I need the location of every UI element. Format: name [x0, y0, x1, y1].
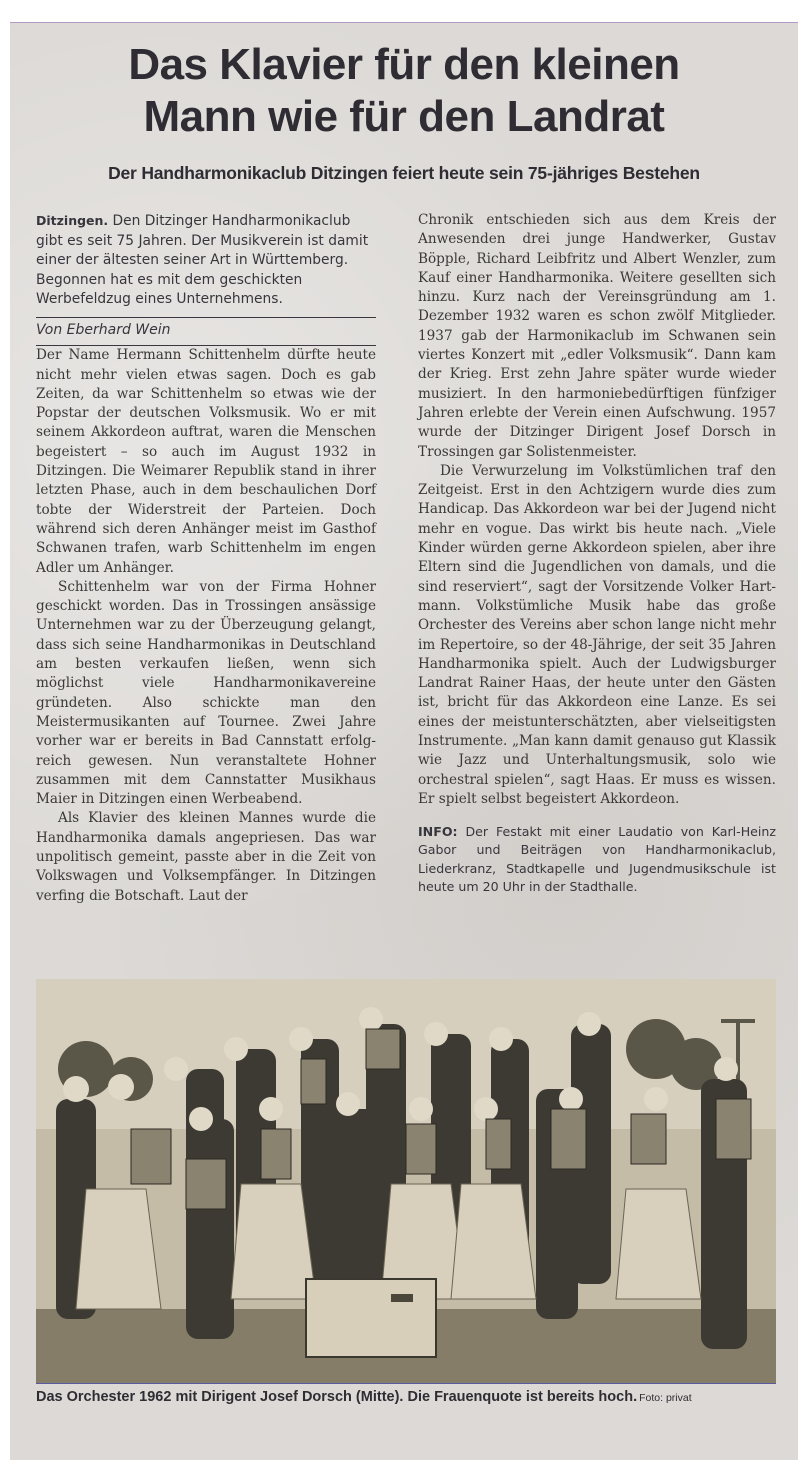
headline-line-1: Das Klavier für den kleinen [128, 40, 680, 89]
byline-box [36, 317, 376, 346]
body-paragraph: Chronik entschieden sich aus dem Kreis der Anwesenden drei junge Handwerker, Gustav Böpple, Richard Leibfritz und Albert Wenzler, zum Kauf einer Handharmonika. Weitere gesellten sich hinzu. Kurz nach der Vereinsgründung am 1. Dezember 1932 waren es schon zwölf Mitglieder. 1937 gab der Harmonikaclub im Schwanen sein viertes Konzert mit „edler Volksmusik“. Dann kam der Krieg. Erst zehn Jahre später wurde wieder musiziert. In den harmoniebedürftigen fünfziger Jahren erlebte der Verein einen Aufschwung. 1957 wurde der Ditzinger Dirigent Josef Dorsch in Trossingen gar Solistenmeister. [418, 212, 776, 460]
column-left [36, 211, 376, 906]
body-paragraph: Als Klavier des kleinen Mannes wurde die Handharmonika damals angepriesen. Das war unpolitisch gemeint, passte aber in die Zeit von Volkswagen und Volksempfänger. In Ditzingen verfing die Botschaft. Laut der [36, 810, 376, 904]
info-box [418, 823, 776, 896]
photo-caption-text: Das Orchester 1962 mit Dirigent Josef Dorsch (Mitte). Die Frauenquote ist bereits hoch. [36, 1389, 638, 1405]
lead-text: Den Ditzinger Handharmonikaclub gibt es seit 75 Jahren. Der Musikverein ist damit einer der ältesten seiner Art in Württemberg. Begonnen hat es mit dem geschickten Werbefeldzug eines Unternehmens. [36, 213, 369, 308]
body-paragraph: Schittenhelm war von der Firma Hohner geschickt worden. Das in Trossingen ansässige Unternehmen war zu der Überzeugung gelangt, dass sich seine Handharmonikas in Deutschland am besten verkaufen ließen, wenn sich möglichst viele Handharmonikavereine gründeten. Also schickte man den Meistermusikanten auf Tournee. Zwei Jahre vorher war er bereits in Bad Cannstatt erfolgreich gewesen. Nun veranstaltete Hohner zusammen mit dem Cannstatter Musikhaus Maier in Ditzingen einen Werbeabend. [36, 578, 376, 808]
orchestra-photo [36, 979, 776, 1384]
body-paragraph: Der Name Hermann Schittenhelm dürfte heute nicht mehr vielen etwas sagen. Doch es gab Zeiten, da war Schittenhelm so etwas wie der Popstar der deutschen Volksmusik. Wo er mit seinem Akkordeon auftrat, waren die Menschen begeistert – so auch im August 1932 in Ditzingen. Die Weimarer Republik stand in ihrer letzten Phase, auch in dem beschaulichen Dorf tobte der Widerstreit der Parteien. Doch während sich deren Anhänger meist im Gasthof Schwanen trafen, warb Schittenhelm im engen Adler um Anhänger. [36, 347, 376, 576]
lead-paragraph [36, 211, 376, 310]
info-label: INFO: [418, 824, 458, 840]
body-paragraph: Die Verwurzelung im Volkstümlichen traf den Zeitgeist. Erst in den Achtzigern wurde dies zum Handicap. Das Akkordeon war bei der Jugend nicht mehr en vogue. Das wirkt bis heute nach. „Viele Kinder würden gerne Akkordeon spielen, aber ihre Eltern sind die Jugendlichen von damals, und die sind reserviert“, sagt der Vorsitzende Volker Hartmann. Volkstümliche Musik habe das große Orchester des Vereins aber schon lange nicht mehr im Repertoire, so der 48-Jährige, der seit 35 Jahren Handharmonika spielt. Auch der Ludwigsburger Landrat Rainer Haas, der heute unter den Gästen ist, bricht für das Akkordeon eine Lanze. Es sei eines der meistunterschätzten, aber vielseitigsten Instrumente. „Man kann damit genauso gut Klassik wie Jazz und Unterhaltungsmusik, solo wie orchestral spielen“, sagt Haas. Er muss es wissen. Er spielt selbst begeistert Akkordeon. [418, 462, 776, 807]
headline-line-2: Mann wie für den Landrat [143, 92, 665, 141]
info-text: Der Festakt mit einer Laudatio von Karl-Heinz Gabor und Beiträgen von Handharmonikaclub, Liederkranz, Stadtkapelle und Jugendmusikschule ist heute um 20 Uhr in der Stadthalle. [418, 824, 776, 894]
column-right [418, 211, 776, 909]
photo-caption [36, 1389, 786, 1405]
newspaper-clipping [10, 22, 798, 1460]
dateline: Ditzingen. [36, 213, 109, 228]
photo-credit: Foto: privat [639, 1392, 692, 1404]
subheadline: Der Handharmonikaclub Ditzingen feiert heute sein 75-jähriges Bestehen [108, 163, 700, 183]
orchestra-photo-image [36, 979, 776, 1383]
byline: Von Eberhard Wein [36, 321, 171, 338]
headline [10, 39, 798, 143]
